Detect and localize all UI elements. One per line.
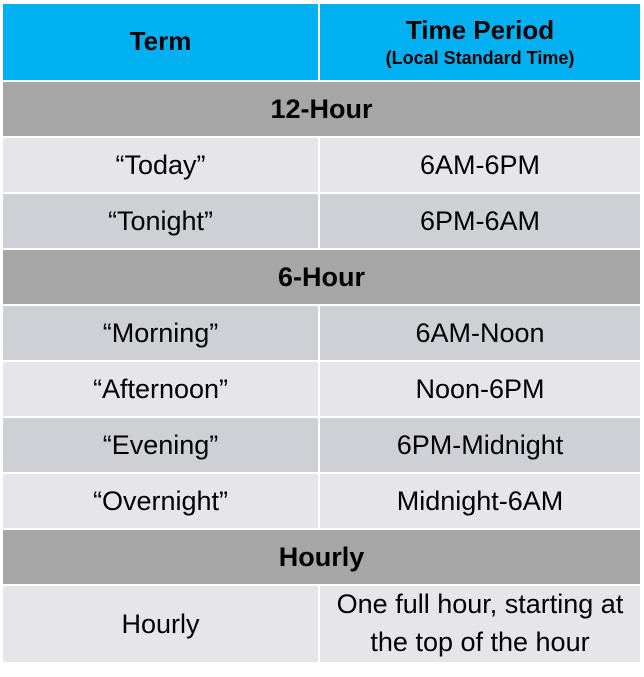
table-cell-period: 6PM-Midnight (320, 418, 640, 472)
forecast-terms-table (3, 4, 640, 662)
table-cell-period: 6AM-Noon (320, 306, 640, 360)
table-cell-period: 6AM-6PM (320, 138, 640, 192)
table-cell-period: Noon-6PM (320, 362, 640, 416)
table-cell-term: “Afternoon” (3, 362, 318, 416)
table-cell-term: “Tonight” (3, 194, 318, 248)
time-period-column-header (320, 4, 640, 80)
table-cell-term: “Morning” (3, 306, 318, 360)
term-header-label: Term (129, 26, 192, 57)
section-header-hourly: Hourly (3, 530, 640, 584)
table-cell-period: 6PM-6AM (320, 194, 640, 248)
time-period-header-sublabel: (Local Standard Time) (385, 47, 575, 68)
table-cell-period: One full hour, starting at the top of the hour (320, 586, 640, 662)
table-cell-period: Midnight-6AM (320, 474, 640, 528)
table-cell-term: “Overnight” (3, 474, 318, 528)
section-header-6-hour: 6-Hour (3, 250, 640, 304)
time-period-header-label: Time Period (405, 14, 555, 45)
table-cell-term: “Today” (3, 138, 318, 192)
section-header-12-hour: 12-Hour (3, 82, 640, 136)
term-column-header (3, 4, 318, 80)
table-cell-term: Hourly (3, 586, 318, 662)
table-cell-term: “Evening” (3, 418, 318, 472)
